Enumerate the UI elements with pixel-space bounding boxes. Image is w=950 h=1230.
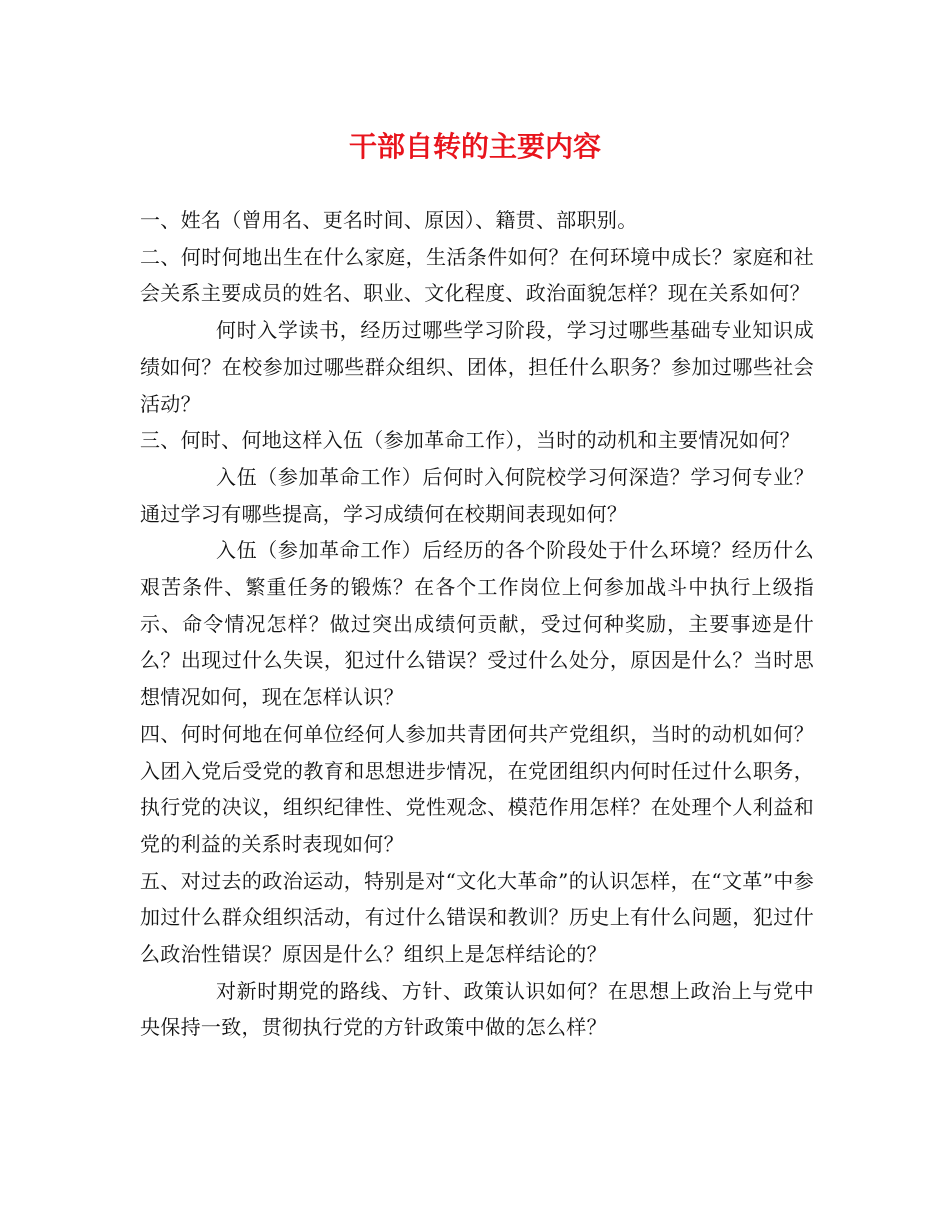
paragraph-1: 一、姓名（曾用名、更名时间、原因）、籍贯、部职别。 [140,208,638,232]
document-body [140,202,814,1046]
document-title: 干部自转的主要内容 [348,130,601,163]
paragraph-6: 入伍（参加革命工作）后经历的各个阶段处于什么环境？经历什么艰苦条件、繁重任务的锻炼？在各个工作岗位上何参加战斗中执行上级指示、命令情况怎样？做过突出成绩何贡献，受过何种奖励，主要事迹是什么？出现过什么失误，犯过什么错误？受过什么处分，原因是什么？当时思想情况如何，现在怎样认识？ [140,538,814,710]
paragraph-7: 四、何时何地在何单位经何人参加共青团何共产党组织，当时的动机如何？入团入党后受党的教育和思想进步情况，在党团组织内何时任过什么职务，执行党的决议，组织纪律性、党性观念、模范作用怎样？在处理个人利益和党的利益的关系时表现如何？ [140,721,814,856]
paragraph-4: 三、何时、何地这样入伍（参加革命工作），当时的动机和主要情况如何？ [140,428,800,453]
paragraph-2: 二、何时何地出生在什么家庭，生活条件如何？在何环境中成长？家庭和社会关系主要成员的姓名、职业、文化程度、政治面貌怎样？现在关系如何？ [140,244,814,306]
paragraph-8: 五、对过去的政治运动，特别是对“文化大革命”的认识怎样，在“文革”中参加过什么群众组织活动，有过什么错误和教训？历史上有什么问题，犯过什么政治性错误？原因是什么？组织上是怎样结论的？ [140,868,814,967]
paragraph-3: 何时入学读书，经历过哪些学习阶段，学习过哪些基础专业知识成绩如何？在校参加过哪些群众组织、团体，担任什么职务？参加过哪些社会活动？ [140,318,814,416]
paragraph-5: 入伍（参加革命工作）后何时入何院校学习何深造？学习何专业？通过学习有哪些提高，学习成绩何在校期间表现如何？ [140,464,814,526]
paragraph-9: 对新时期党的路线、方针、政策认识如何？在思想上政治上与党中央保持一致，贯彻执行党的方针政策中做的怎么样？ [140,978,814,1040]
